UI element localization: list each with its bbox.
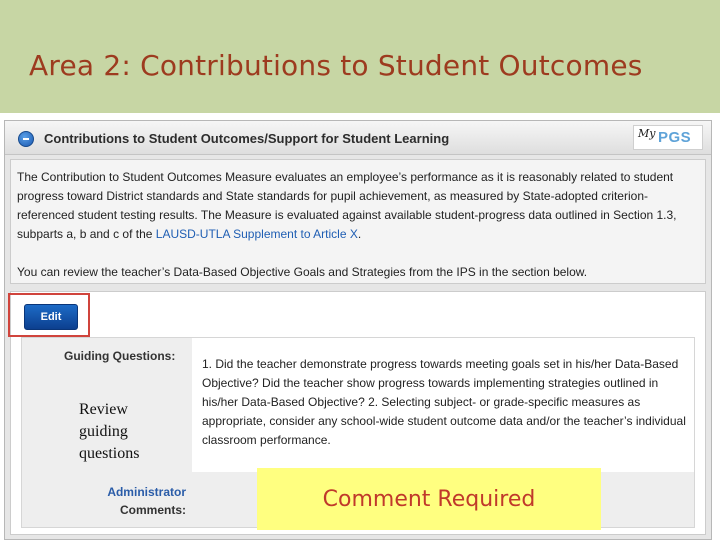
info-text-before-link: The Contribution to Student Outcomes Measure evaluates an employee’s performance as it is reasonably related to student progress toward District standards and State standards for pupil achievement, as measured by State-adopted criterion-referenced student testing results. The Measure is evaluated against available student-progress data outlined in Section 1.3, subparts a, b and c of the — [17, 170, 677, 241]
comment-required-text: Comment Required — [322, 486, 536, 512]
logo-prefix: My — [638, 127, 656, 140]
slide-title: Area 2: Contributions to Student Outcomes — [29, 49, 643, 82]
edit-button[interactable]: Edit — [24, 304, 78, 330]
guiding-questions-label: Guiding Questions: — [64, 349, 176, 363]
info-paragraph-2: You can review the teacher’s Data-Based Objective Goals and Strategies from the IPS in the section below. — [17, 265, 588, 279]
logo-text: PGS — [658, 129, 692, 146]
review-note-line1: Review — [79, 401, 128, 418]
review-note-line3: questions — [79, 445, 140, 462]
article-x-link[interactable]: LAUSD-UTLA Supplement to Article X — [155, 227, 358, 241]
admin-label-line1: Administrator — [107, 485, 186, 499]
collapse-icon[interactable] — [18, 131, 34, 147]
guiding-questions-text: 1. Did the teacher demonstrate progress towards meeting goals set in his/her Data-Based Objective? Did the teacher show progress towards implementing strategies outlined in his/her Data-Based Objective? 2. Selecting subject- or grade-specific measures as appropriate, consider any school-wide student outcome data and/or the teacher’s individual classroom performance. — [202, 357, 686, 447]
slide-header — [0, 0, 720, 113]
admin-label-line2: Comments: — [119, 503, 186, 517]
info-paragraph — [17, 168, 697, 244]
panel-title: Contributions to Student Outcomes/Support for Student Learning — [44, 131, 450, 146]
guiding-questions-cell — [192, 338, 694, 472]
edit-callout-box — [8, 293, 90, 337]
review-note — [79, 399, 189, 465]
comment-required-field[interactable] — [257, 468, 601, 530]
mypgs-logo — [633, 125, 703, 150]
panel-header — [5, 121, 711, 155]
info-box — [10, 159, 706, 284]
review-note-line2: guiding — [79, 423, 128, 440]
info-text-after-link: . — [357, 227, 362, 241]
administrator-comments-label — [72, 483, 192, 519]
